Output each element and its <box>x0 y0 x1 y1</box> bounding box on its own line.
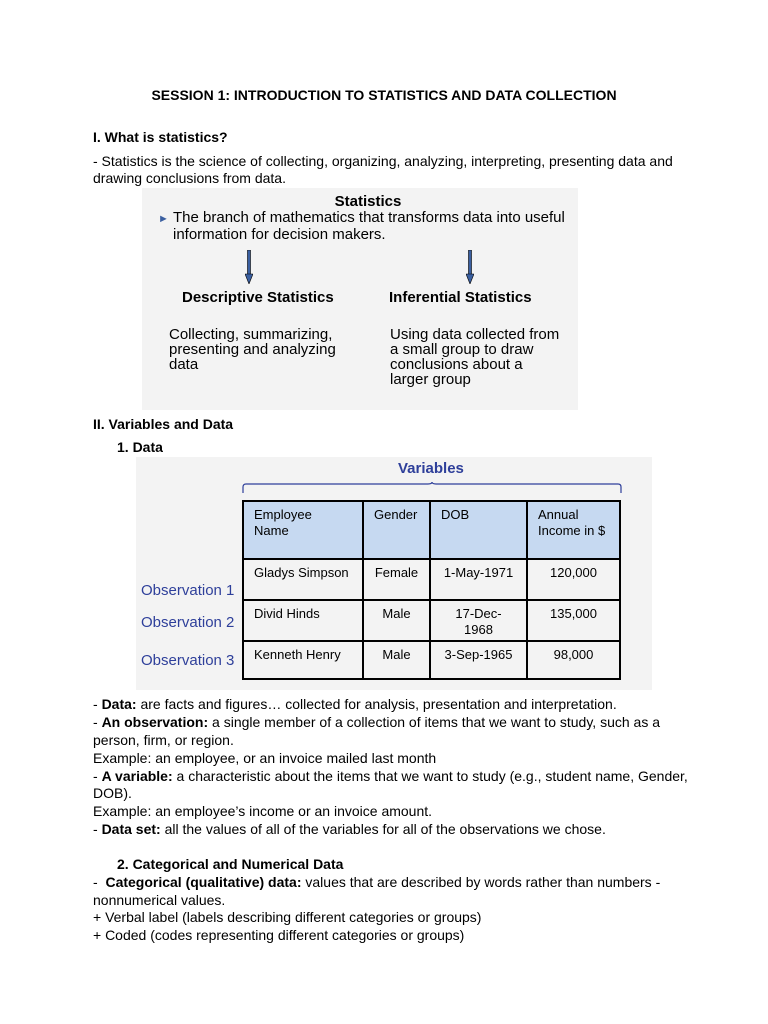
term-text: all the values of all of the variables for all of the observations we chose. <box>160 821 606 837</box>
term-label: Data: <box>101 696 137 712</box>
desc-line: Collecting, summarizing, <box>169 326 333 343</box>
cell-text: Female <box>374 565 419 580</box>
variable-example: Example: an employee’s income or an invoice amount. <box>93 803 433 819</box>
term-text: a single member of a collection of items that we want to study, such as a <box>208 714 660 730</box>
header-text: Income in $ <box>538 523 606 538</box>
term-label: Data set: <box>101 821 161 837</box>
cell-text: Divid Hinds <box>254 606 320 621</box>
cell-text: 1968 <box>464 622 493 637</box>
definition-categorical: - Categorical (qualitative) data: values that are described by words rather than numbers - <box>93 874 661 890</box>
cell-text: Male <box>382 606 411 621</box>
cell-text: 98,000 <box>553 647 594 662</box>
coded-item: + Coded (codes representing different categories or groups) <box>93 927 465 943</box>
table-cell <box>363 641 430 679</box>
header-text: Annual <box>538 507 579 522</box>
header-text: DOB <box>441 507 470 522</box>
cell-text: 120,000 <box>550 565 597 580</box>
table-row <box>243 559 620 600</box>
bullet-text <box>173 209 573 243</box>
header-cell <box>243 501 363 559</box>
descriptive-statistics-description <box>169 327 336 372</box>
variables-brace <box>242 482 622 494</box>
term-label: An observation: <box>101 714 209 730</box>
desc-line: presenting and analyzing <box>169 341 336 358</box>
cell-text: 3-Sep-1965 <box>444 647 513 662</box>
cell-text: 135,000 <box>550 606 597 621</box>
cell-text: 1-May-1971 <box>443 565 514 580</box>
descriptive-statistics-heading: Descriptive Statistics <box>182 289 334 306</box>
observation-label-1: Observation 1 <box>141 582 235 599</box>
table-row <box>243 641 620 679</box>
inferential-statistics-heading: Inferential Statistics <box>389 289 532 306</box>
observation-label-2: Observation 2 <box>141 614 235 631</box>
definition-variable: - A variable: a characteristic about the items that we want to study (e.g., student name, Gender, <box>93 768 688 784</box>
variables-table-figure <box>136 457 652 690</box>
subheading-data: 1. Data <box>117 439 163 455</box>
term-text: a characteristic about the items that we want to study (e.g., student name, Gender, <box>172 768 688 784</box>
header-text: Employee <box>254 507 312 522</box>
table-cell <box>243 559 363 600</box>
table-cell <box>363 559 430 600</box>
definition-data-set: - Data set: all the values of all of the variables for all of the observations we chose. <box>93 821 606 837</box>
definition-line-2: drawing conclusions from data. <box>93 170 286 186</box>
header-text: Name <box>254 523 289 538</box>
desc-line: a small group to draw <box>390 341 534 358</box>
verbal-label-item: + Verbal label (labels describing different categories or groups) <box>93 909 482 925</box>
desc-line: Using data collected from <box>390 326 560 343</box>
page-title: SESSION 1: INTRODUCTION TO STATISTICS AND DATA COLLECTION <box>151 87 617 103</box>
table-cell <box>527 559 620 600</box>
down-arrow-icon <box>466 250 474 284</box>
bullet-line-1: The branch of mathematics that transforms data into useful <box>173 209 565 226</box>
bullet-triangle-icon: ► <box>158 213 169 225</box>
header-cell <box>430 501 527 559</box>
table-cell <box>430 559 527 600</box>
table-cell <box>527 600 620 641</box>
table-cell <box>430 641 527 679</box>
term-label: A variable: <box>101 768 173 784</box>
inferential-statistics-description <box>390 327 559 387</box>
variables-title: Variables <box>398 460 464 477</box>
header-cell <box>527 501 620 559</box>
header-text: Gender <box>374 507 418 522</box>
table-row <box>243 600 620 641</box>
table-cell <box>527 641 620 679</box>
cell-text: Kenneth Henry <box>254 647 341 662</box>
desc-line: larger group <box>390 371 471 388</box>
desc-line: conclusions about a <box>390 356 523 373</box>
definition-categorical-cont: nonnumerical values. <box>93 892 226 908</box>
term-label: Categorical (qualitative) data: <box>105 874 302 890</box>
observation-label-3: Observation 3 <box>141 652 235 669</box>
definition-line-1: - Statistics is the science of collecting, organizing, analyzing, interpreting, presenting data and <box>93 153 673 169</box>
term-text: are facts and figures… collected for analysis, presentation and interpretation. <box>136 696 617 712</box>
header-cell <box>363 501 430 559</box>
table-cell <box>430 600 527 641</box>
observation-example: Example: an employee, or an invoice mailed last month <box>93 750 437 766</box>
table-cell <box>363 600 430 641</box>
definition-observation-cont: person, firm, or region. <box>93 732 234 748</box>
section-heading-what-is-statistics: I. What is statistics? <box>93 129 228 145</box>
figure-title: Statistics <box>334 193 402 210</box>
table-cell <box>243 600 363 641</box>
definition-observation: - An observation: a single member of a collection of items that we want to study, such as a <box>93 714 660 730</box>
subheading-categorical-numerical: 2. Categorical and Numerical Data <box>117 856 344 872</box>
cell-text: 17-Dec- <box>455 606 502 621</box>
table-cell <box>243 641 363 679</box>
term-text: values that are described by words rather than numbers - <box>301 874 661 890</box>
table-header-row <box>243 501 620 559</box>
employee-data-table <box>242 500 621 680</box>
cell-text: Gladys Simpson <box>254 565 349 580</box>
section-heading-variables-and-data: II. Variables and Data <box>93 416 234 432</box>
definition-variable-cont: DOB). <box>93 785 132 801</box>
statistics-figure <box>142 188 578 410</box>
down-arrow-icon <box>245 250 253 284</box>
desc-line: data <box>169 356 199 373</box>
definition-data: - Data: are facts and figures… collected for analysis, presentation and interpretation. <box>93 696 617 712</box>
bullet-line-2: information for decision makers. <box>173 226 386 243</box>
cell-text: Male <box>382 647 411 662</box>
